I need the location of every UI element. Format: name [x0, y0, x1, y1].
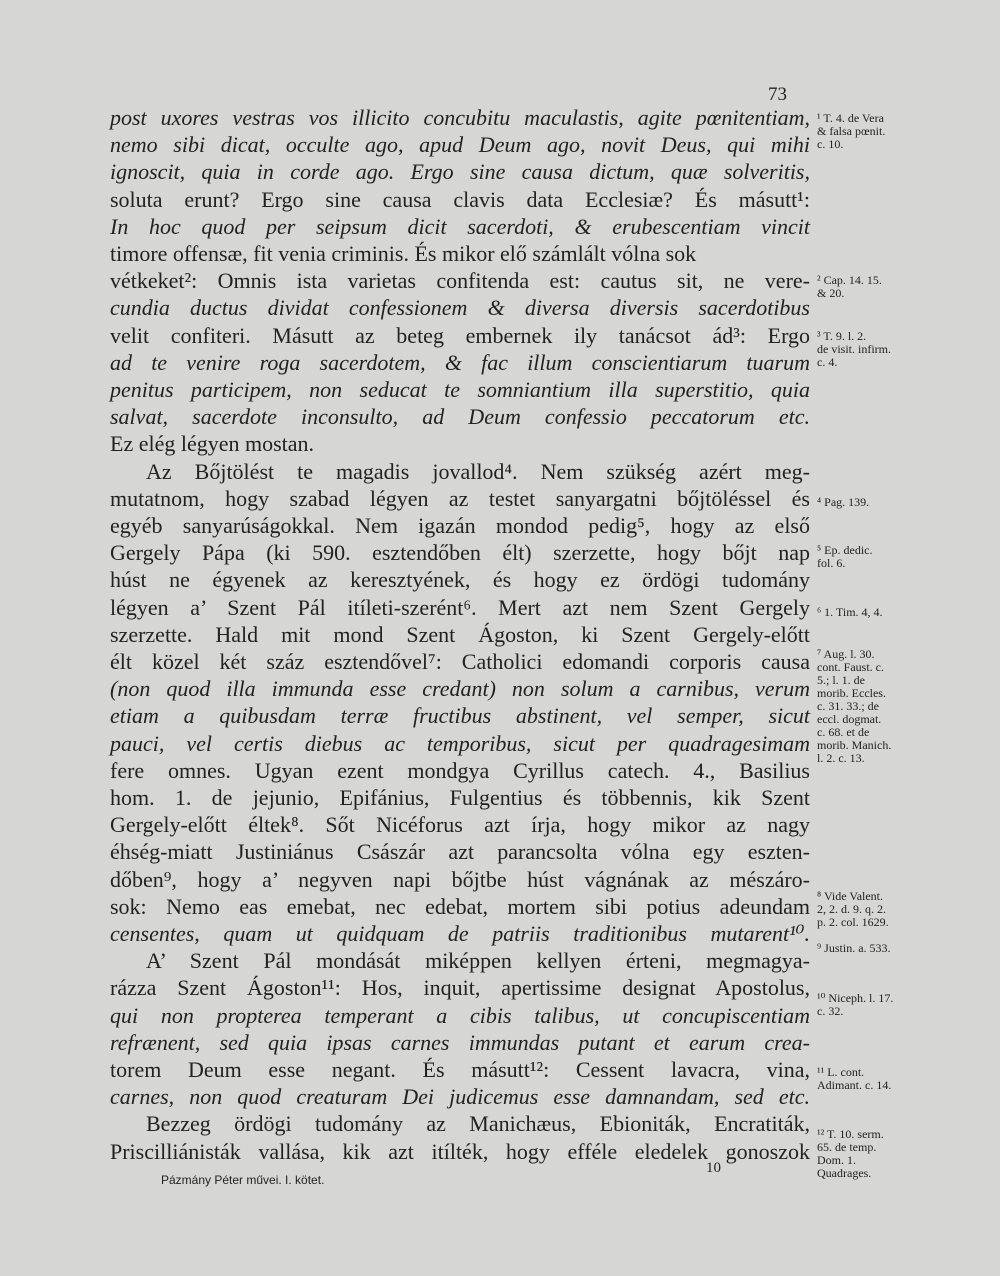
margin-note-line: cont. Faust. c. — [817, 660, 884, 674]
margin-note — [817, 544, 997, 570]
margin-note-line: de visit. infirm. — [817, 342, 891, 356]
margin-note — [817, 112, 997, 151]
margin-note-line: 65. de temp. — [817, 1140, 877, 1154]
footer-book-title: Pázmány Péter művei. I. kötet. — [161, 1173, 325, 1187]
margin-note-line: morib. Manich. — [817, 738, 892, 752]
margin-note-line: Quadrages. — [817, 1166, 872, 1180]
margin-note-line: ⁴ Pag. 139. — [817, 495, 870, 509]
text-line: Az Bőjtölést te magadis jovallod⁴. Nem szükség azért meg- — [146, 458, 810, 484]
text-line: dőben⁹, hogy a’ negyven napi bőjtbe húst vágnának az mészáro- — [110, 866, 810, 892]
margin-note — [817, 942, 997, 955]
text-line: nemo sibi dicat, occulte ago, apud Deum ago, novit Deus, qui mihi — [110, 132, 810, 158]
margin-note-line: Dom. 1. — [817, 1153, 856, 1167]
margin-note-line: l. 2. c. 13. — [817, 751, 865, 765]
text-line: carnes, non quod creaturam Dei judicemus esse damnandam, sed etc. — [110, 1084, 810, 1110]
margin-note — [817, 496, 997, 509]
margin-note-line: 2, 2. d. 9. q. 2. — [817, 902, 886, 916]
text-line: rázza Szent Ágoston¹¹: Hos, inquit, apertissime designat Apostolus, — [110, 975, 810, 1001]
margin-note-line: & falsa pœnit. — [817, 124, 886, 138]
text-line: pauci, vel certis diebus ac temporibus, sicut per quadragesimam — [110, 730, 810, 756]
text-line: penitus participem, non seducat te somniantium illa superstitio, quia — [110, 377, 810, 402]
text-line: (non quod illa immunda esse credant) non solum a carnibus, verum — [110, 676, 810, 702]
margin-note-line: ¹² T. 10. serm. — [817, 1127, 884, 1141]
text-line: A’ Szent Pál mondását miképpen kellyen érteni, megmagya- — [146, 948, 810, 974]
margin-note — [817, 606, 997, 619]
text-line: szerzette. Hald mit mond Szent Ágoston, ki Szent Gergely-előtt — [110, 621, 810, 647]
margin-note-line: fol. 6. — [817, 556, 846, 570]
margin-note-line: c. 10. — [817, 137, 844, 151]
margin-note-line: Adimant. c. 14. — [817, 1078, 892, 1092]
margin-note — [817, 1128, 997, 1180]
margin-note-line: eccl. dogmat. — [817, 712, 882, 726]
text-line: censentes, quam ut quidquam de patriis traditionibus mutarent¹⁰. — [110, 921, 810, 946]
text-line: salvat, sacerdote inconsulto, ad Deum confessio peccatorum etc. — [110, 404, 810, 430]
text-line: qui non propterea temperant a cibis talibus, ut concupiscentiam — [110, 1002, 810, 1028]
text-line: húst ne égyenek az keresztyének, és hogy ez ördögi tudomány — [110, 567, 810, 593]
text-line: post uxores vestras vos illicito concubitu maculastis, agite pœnitentiam, — [110, 105, 810, 130]
text-line: Priscilliánisták vallása, kik azt itílték, hogy efféle eledelek gonoszok — [110, 1138, 810, 1164]
margin-note-line: c. 31. 33.; de — [817, 699, 879, 713]
margin-note-line: ⁷ Aug. l. 30. — [817, 647, 875, 661]
text-line: soluta erunt? Ergo sine causa clavis data Ecclesiæ? És másutt¹: — [110, 186, 810, 212]
text-line: Gergely-előtt éltek⁸. Sőt Nicéforus azt írja, hogy mikor az nagy — [110, 812, 810, 838]
margin-note-line: ¹¹ L. cont. — [817, 1065, 865, 1079]
text-line: légyen a’ Szent Pál itíleti-szerént⁶. Mert azt nem Szent Gergely — [110, 594, 810, 620]
text-line: timore offensæ, fit venia criminis. És mikor elő számlált vólna sok — [110, 241, 697, 266]
text-line: refrænent, sed quia ipsas carnes immundas putant et earum crea- — [110, 1029, 810, 1055]
text-line: velit confiteri. Másutt az beteg embernek ily tanácsot ád³: Ergo — [110, 322, 810, 348]
margin-note — [817, 648, 997, 765]
margin-note-line: ¹⁰ Niceph. l. 17. — [817, 991, 894, 1005]
page-number: 73 — [768, 84, 787, 105]
margin-note — [817, 1066, 997, 1092]
margin-note-line: c. 4. — [817, 355, 838, 369]
text-line: fere omnes. Ugyan ezent mondgya Cyrillus catech. 4., Basilius — [110, 757, 810, 783]
text-line: In hoc quod per seipsum dicit sacerdoti, & erubescentiam vincit — [110, 213, 810, 239]
margin-note-line: c. 32. — [817, 1004, 844, 1018]
margin-note-line: ⁹ Justin. a. 533. — [817, 941, 891, 955]
signature-mark: 10 — [706, 1160, 721, 1176]
margin-note-line: ¹ T. 4. de Vera — [817, 111, 884, 125]
text-line: egyéb sanyarúságokkal. Nem igazán mondod pedig⁵, hogy az első — [110, 513, 810, 538]
text-line: vétkeket²: Omnis ista varietas confitenda est: cautus sit, ne vere- — [110, 268, 810, 294]
text-line: hom. 1. de jejunio, Epifánius, Fulgentius és többennis, kik Szent — [110, 785, 810, 810]
text-line: Ez elég légyen mostan. — [110, 431, 315, 457]
margin-note — [817, 274, 997, 300]
margin-note — [817, 992, 997, 1018]
margin-note-line: ⁶ 1. Tim. 4, 4. — [817, 605, 883, 619]
margin-note-line: morib. Eccles. — [817, 686, 886, 700]
text-line: sok: Nemo eas emebat, nec edebat, mortem sibi potius adeundam — [110, 893, 810, 919]
text-line: Bezzeg ördögi tudomány az Manichæus, Ebioniták, Encratiták, — [146, 1111, 810, 1137]
text-line: ignoscit, quia in corde ago. Ergo sine causa dictum, quæ solveritis, — [110, 159, 810, 185]
text-line: Gergely Pápa (ki 590. esztendőben élt) szerzette, hogy bőjt nap — [110, 540, 810, 566]
text-line: mutatnom, hogy szabad légyen az testet sanyargatni bőjtöléssel és — [110, 485, 810, 511]
margin-note — [817, 890, 997, 929]
text-line: ad te venire roga sacerdotem, & fac illum conscientiarum tuarum — [110, 349, 810, 375]
margin-note-line: & 20. — [817, 286, 845, 300]
margin-note-line: 5.; l. 1. de — [817, 673, 865, 687]
margin-note — [817, 330, 997, 369]
margin-note-line: ⁵ Ep. dedic. — [817, 543, 873, 557]
margin-note-line: p. 2. col. 1629. — [817, 915, 889, 929]
text-line: élt közel két száz esztendővel⁷: Catholici edomandi corporis causa — [110, 649, 810, 674]
text-line: éhség-miatt Justiniánus Császár azt parancsolta vólna egy eszten- — [110, 839, 810, 865]
text-line: torem Deum esse negant. És másutt¹²: Cessent lavacra, vina, — [110, 1057, 810, 1082]
text-line: cundia ductus dividat confessionem & diversa diversis sacerdotibus — [110, 295, 810, 321]
text-line: etiam a quibusdam terræ fructibus abstinent, vel semper, sicut — [110, 703, 810, 729]
margin-note-line: c. 68. et de — [817, 725, 870, 739]
margin-note-line: ⁸ Vide Valent. — [817, 889, 884, 903]
margin-note-line: ² Cap. 14. 15. — [817, 273, 882, 287]
margin-note-line: ³ T. 9. l. 2. — [817, 329, 867, 343]
